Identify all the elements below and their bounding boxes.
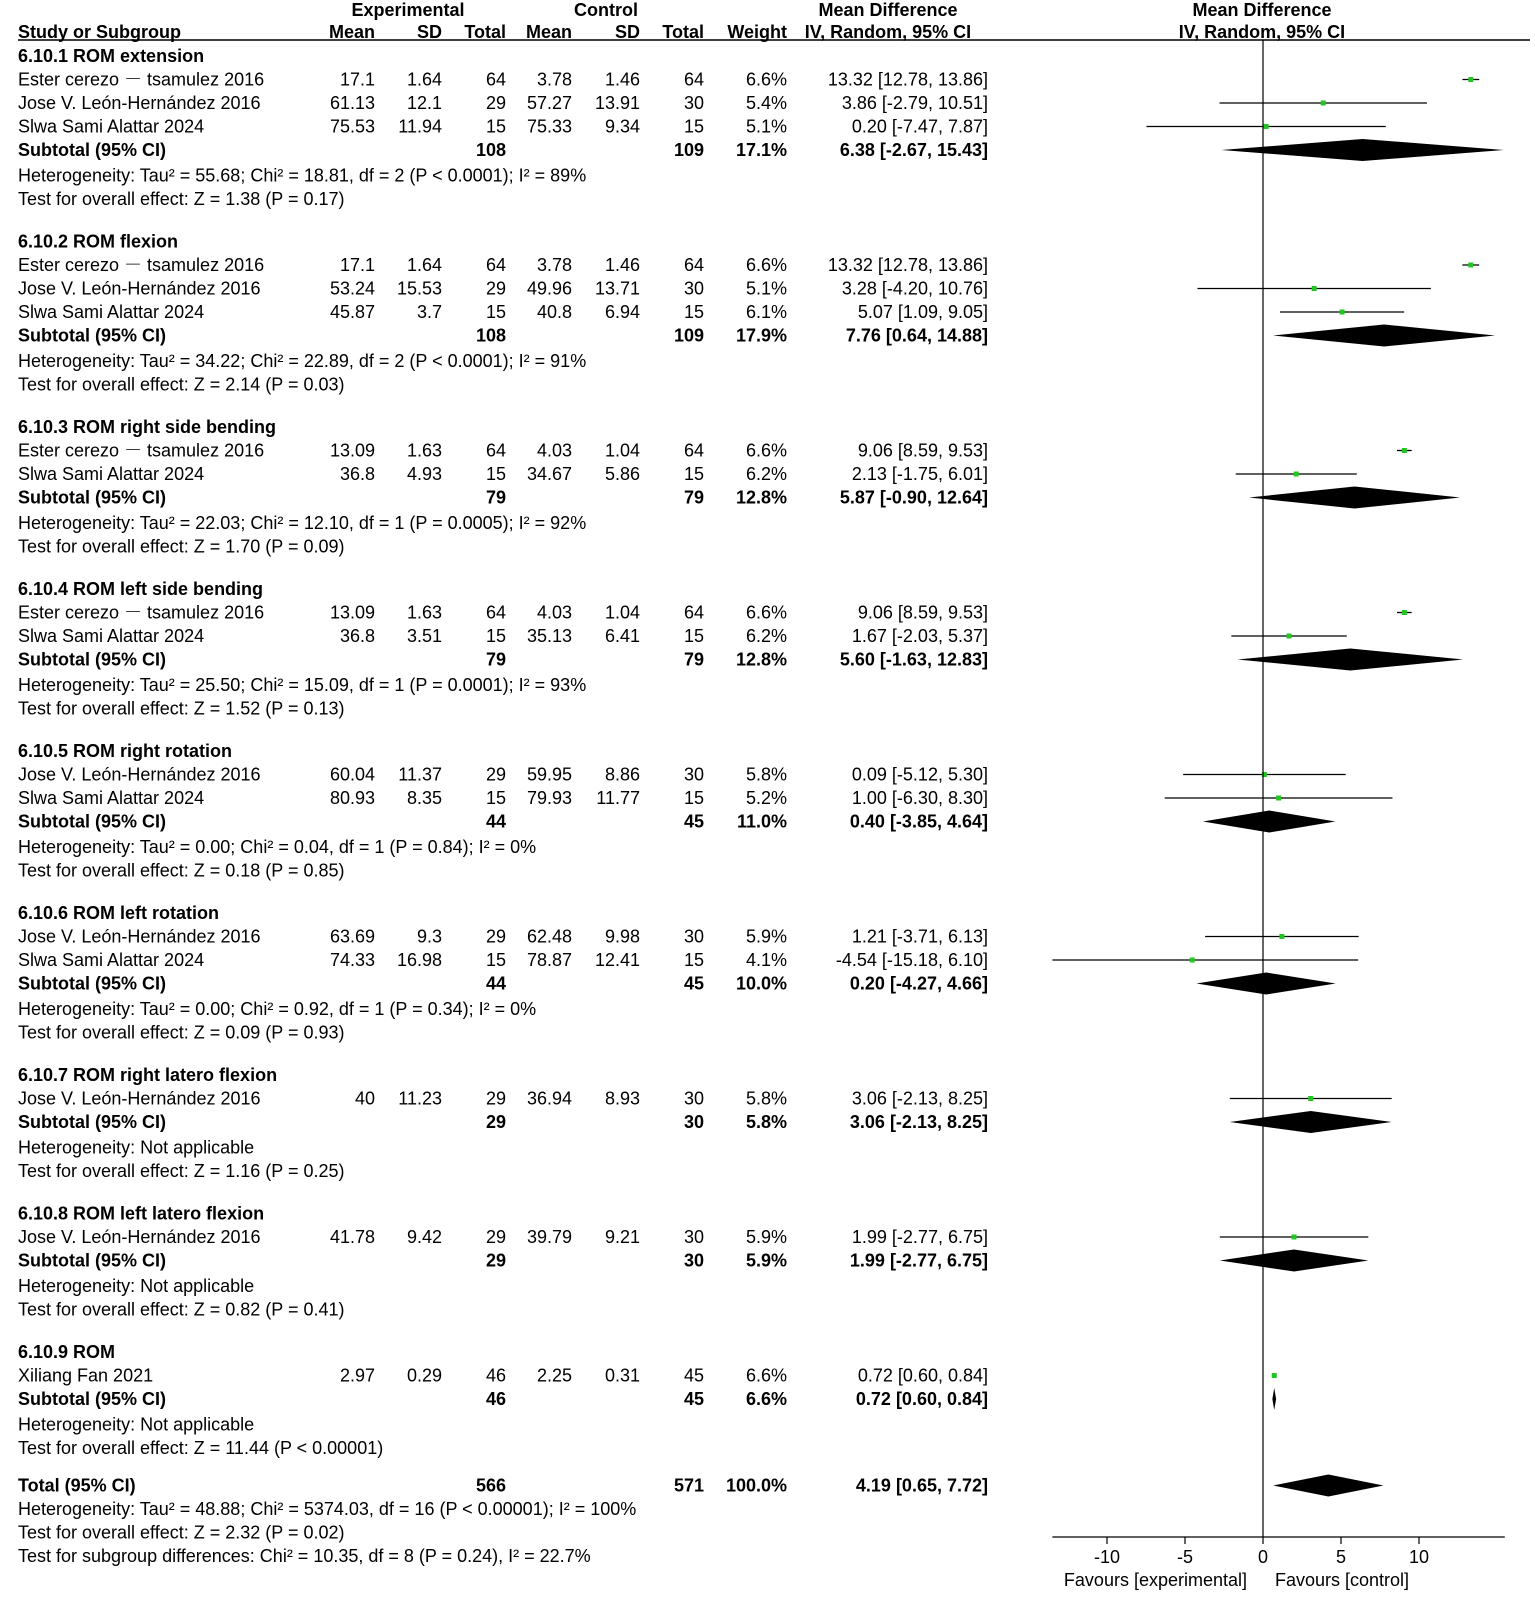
study-point: [1321, 101, 1326, 106]
header-e-sd: SD: [416, 22, 442, 42]
subtotal-diamond: [1221, 139, 1503, 161]
study-c-sd: 12.41: [594, 950, 640, 970]
subtotal-e-total: 44: [485, 811, 506, 832]
subtotal-c-total: 109: [673, 325, 704, 346]
overall-effect-text: Test for overall effect: Z = 1.70 (P = 0.09): [18, 536, 345, 557]
study-e-mean: 2.97: [339, 1365, 375, 1386]
heterogeneity-text: Heterogeneity: Tau² = 0.00; Chi² = 0.92, df = 1 (P = 0.34); I² = 0%: [18, 999, 537, 1019]
subtotal-e-total: 46: [485, 1389, 506, 1409]
study-c-total: 45: [683, 1365, 704, 1386]
subtotal-weight: 6.6%: [745, 1389, 787, 1409]
subtotal-e-total: 108: [475, 325, 506, 346]
subgroup-title: 6.10.3 ROM right side bending: [18, 417, 277, 437]
study-e-mean: 80.93: [329, 788, 375, 808]
study-c-total: 64: [683, 255, 704, 275]
study-c-mean: 36.94: [526, 1088, 572, 1109]
study-e-sd: 1.63: [406, 602, 442, 623]
study-e-sd: 1.63: [406, 440, 442, 461]
study-point: [1308, 1096, 1313, 1101]
x-tick-label: -5: [1176, 1547, 1194, 1567]
study-c-mean: 35.13: [526, 626, 572, 646]
study-name: Ester cerezo － tsamulez 2016: [18, 602, 265, 623]
subtotal-c-total: 109: [673, 140, 704, 160]
subgroup-title: 6.10.5 ROM right rotation: [18, 741, 233, 761]
study-point: [1468, 263, 1473, 268]
study-point: [1294, 472, 1299, 477]
subtotal-c-total: 30: [683, 1112, 704, 1132]
study-ci: 9.06 [8.59, 9.53]: [857, 602, 988, 623]
study-point: [1312, 286, 1317, 291]
study-e-mean: 74.33: [329, 950, 375, 970]
subgroup-title: 6.10.1 ROM extension: [18, 46, 205, 66]
study-c-sd: 13.71: [594, 278, 640, 299]
study-name: Jose V. León-Hernández 2016: [18, 278, 261, 299]
overall-effect-text: Test for overall effect: Z = 2.14 (P = 0.03): [18, 374, 345, 395]
subtotal-diamond: [1238, 649, 1464, 671]
overall-effect-text: Test for overall effect: Z = 0.09 (P = 0.93): [18, 1022, 345, 1043]
study-point: [1468, 77, 1473, 82]
study-c-total: 30: [683, 1088, 704, 1109]
study-ci: 1.99 [-2.77, 6.75]: [851, 1227, 988, 1247]
study-e-sd: 3.51: [406, 626, 442, 646]
study-ci: 9.06 [8.59, 9.53]: [857, 440, 988, 461]
study-weight: 6.2%: [745, 626, 787, 646]
study-e-sd: 15.53: [396, 278, 442, 299]
study-name: Jose V. León-Hernández 2016: [18, 1088, 261, 1109]
subtotal-diamond: [1203, 811, 1335, 833]
study-e-total: 15: [485, 626, 506, 646]
x-tick-label: 5: [1335, 1547, 1347, 1567]
study-weight: 6.6%: [745, 69, 787, 90]
study-ci: 13.32 [12.78, 13.86]: [827, 255, 988, 275]
subtotal-diamond: [1230, 1111, 1392, 1133]
study-c-sd: 9.98: [604, 926, 640, 947]
study-weight: 5.1%: [745, 278, 787, 299]
study-e-total: 46: [485, 1365, 506, 1386]
subtotal-weight: 10.0%: [735, 973, 787, 994]
heterogeneity-text: Heterogeneity: Not applicable: [18, 1137, 255, 1158]
study-c-mean: 39.79: [526, 1227, 572, 1247]
subtotal-label: Subtotal (95% CI): [18, 325, 167, 346]
overall-effect-text: Test for overall effect: Z = 11.44 (P < 0.00001): [18, 1438, 384, 1458]
subgroup-title: 6.10.4 ROM left side bending: [18, 579, 264, 599]
study-ci: 5.07 [1.09, 9.05]: [857, 302, 988, 322]
subtotal-label: Subtotal (95% CI): [18, 1389, 167, 1409]
study-e-mean: 53.24: [329, 278, 375, 299]
study-e-total: 29: [485, 1227, 506, 1247]
study-name: Slwa Sami Alattar 2024: [18, 950, 205, 970]
study-point: [1402, 448, 1407, 453]
subtotal-ci: 6.38 [-2.67, 15.43]: [839, 140, 988, 160]
header-plot-title: Mean Difference: [1192, 0, 1332, 20]
header-e-mean: Mean: [328, 22, 375, 42]
subtotal-diamond: [1249, 487, 1460, 509]
study-c-total: 30: [683, 93, 704, 113]
study-point: [1340, 310, 1345, 315]
heterogeneity-text: Heterogeneity: Tau² = 55.68; Chi² = 18.81, df = 2 (P < 0.0001); I² = 89%: [18, 165, 587, 186]
study-c-total: 30: [683, 926, 704, 947]
study-e-sd: 11.37: [398, 764, 442, 785]
study-ci: 3.86 [-2.79, 10.51]: [841, 93, 988, 113]
study-c-mean: 49.96: [526, 278, 572, 299]
study-c-sd: 1.04: [604, 602, 640, 623]
study-weight: 5.2%: [745, 788, 787, 808]
study-ci: 0.09 [-5.12, 5.30]: [851, 764, 988, 785]
study-name: Jose V. León-Hernández 2016: [18, 93, 261, 113]
study-e-sd: 8.35: [406, 788, 442, 808]
total-ci: 4.19 [0.65, 7.72]: [855, 1475, 988, 1496]
study-c-total: 15: [683, 302, 704, 322]
subtotal-weight: 17.1%: [735, 140, 787, 160]
study-c-total: 30: [683, 278, 704, 299]
study-e-total: 15: [485, 302, 506, 322]
study-e-total: 64: [485, 255, 506, 275]
study-e-sd: 3.7: [416, 302, 442, 322]
study-c-sd: 6.41: [604, 626, 640, 646]
study-c-sd: 1.04: [604, 440, 640, 461]
study-ci: 2.13 [-1.75, 6.01]: [851, 464, 988, 484]
subtotal-weight: 5.9%: [745, 1250, 787, 1271]
subgroup-title: 6.10.8 ROM left latero flexion: [18, 1203, 265, 1224]
study-e-total: 64: [485, 602, 506, 623]
study-e-sd: 11.94: [398, 116, 442, 137]
study-e-total: 29: [485, 93, 506, 113]
subtotal-c-total: 45: [683, 1389, 704, 1409]
study-c-mean: 3.78: [536, 255, 572, 275]
subtotal-ci: 5.87 [-0.90, 12.64]: [839, 487, 988, 508]
subtotal-e-total: 44: [485, 973, 506, 994]
study-weight: 5.8%: [745, 764, 787, 785]
study-e-mean: 36.8: [339, 626, 375, 646]
header-study-col: Study or Subgroup: [18, 22, 181, 42]
study-ci: 1.67 [-2.03, 5.37]: [851, 626, 988, 646]
header-experimental: Experimental: [351, 0, 465, 20]
study-e-mean: 40: [354, 1088, 375, 1109]
study-c-total: 30: [683, 1227, 704, 1247]
study-e-total: 29: [485, 1088, 506, 1109]
subtotal-diamond: [1272, 1388, 1276, 1410]
study-c-sd: 1.46: [604, 69, 640, 90]
subgroup-title: 6.10.9 ROM: [18, 1342, 116, 1362]
subgroup-differences: Test for subgroup differences: Chi² = 10.35, df = 8 (P = 0.24), I² = 22.7%: [18, 1546, 591, 1566]
study-name: Jose V. León-Hernández 2016: [18, 926, 261, 947]
study-weight: 5.4%: [745, 93, 787, 113]
subtotal-diamond: [1220, 1250, 1369, 1272]
favours-left-label: Favours [experimental]: [1063, 1570, 1247, 1590]
subtotal-e-total: 108: [475, 140, 506, 160]
study-ci: 1.21 [-3.71, 6.13]: [851, 926, 988, 947]
study-e-total: 15: [485, 464, 506, 484]
study-e-mean: 36.8: [339, 464, 375, 484]
study-c-total: 15: [683, 464, 704, 484]
study-ci: 3.28 [-4.20, 10.76]: [841, 278, 988, 299]
study-name: Slwa Sami Alattar 2024: [18, 116, 205, 137]
study-name: Jose V. León-Hernández 2016: [18, 764, 261, 785]
study-e-sd: 1.64: [406, 69, 442, 90]
study-c-mean: 57.27: [526, 93, 572, 113]
subtotal-ci: 0.72 [0.60, 0.84]: [855, 1389, 988, 1409]
subtotal-e-total: 29: [485, 1250, 506, 1271]
overall-effect-text: Test for overall effect: Z = 0.18 (P = 0.85): [18, 860, 345, 881]
heterogeneity-text: Heterogeneity: Tau² = 25.50; Chi² = 15.09, df = 1 (P = 0.0001); I² = 93%: [18, 675, 587, 695]
heterogeneity-text: Heterogeneity: Tau² = 22.03; Chi² = 12.10, df = 1 (P = 0.0005); I² = 92%: [18, 513, 587, 533]
x-tick-label: 10: [1408, 1547, 1430, 1567]
study-c-total: 15: [683, 950, 704, 970]
study-e-sd: 11.23: [398, 1088, 442, 1109]
header-e-total: Total: [464, 22, 506, 42]
study-e-sd: 4.93: [406, 464, 442, 484]
study-c-sd: 11.77: [596, 788, 640, 808]
total-c-total: 571: [673, 1475, 704, 1496]
total-overall-effect: Test for overall effect: Z = 2.32 (P = 0.02): [18, 1522, 345, 1543]
header-c-mean: Mean: [525, 22, 572, 42]
heterogeneity-text: Heterogeneity: Tau² = 0.00; Chi² = 0.04, df = 1 (P = 0.84); I² = 0%: [18, 837, 537, 857]
study-name: Slwa Sami Alattar 2024: [18, 626, 205, 646]
subtotal-c-total: 30: [683, 1250, 704, 1271]
study-ci: -4.54 [-15.18, 6.10]: [835, 950, 988, 970]
study-c-mean: 3.78: [536, 69, 572, 90]
study-c-sd: 6.94: [604, 302, 640, 322]
header-plot-method: IV, Random, 95% CI: [1178, 22, 1346, 42]
study-point: [1279, 934, 1284, 939]
study-ci: 3.06 [-2.13, 8.25]: [851, 1088, 988, 1109]
study-c-sd: 13.91: [594, 93, 640, 113]
study-c-sd: 0.31: [604, 1365, 640, 1386]
subtotal-ci: 0.40 [-3.85, 4.64]: [849, 811, 988, 832]
study-c-total: 64: [683, 440, 704, 461]
subtotal-c-total: 45: [683, 973, 704, 994]
study-c-sd: 5.86: [604, 464, 640, 484]
study-e-mean: 13.09: [329, 602, 375, 623]
total-diamond: [1273, 1475, 1383, 1497]
study-weight: 5.1%: [745, 116, 787, 137]
study-e-mean: 61.13: [329, 93, 375, 113]
study-c-sd: 9.21: [604, 1227, 640, 1247]
header-control: Control: [574, 0, 638, 20]
subtotal-weight: 12.8%: [735, 649, 787, 670]
study-c-mean: 62.48: [526, 926, 572, 947]
study-name: Ester cerezo － tsamulez 2016: [18, 440, 265, 461]
study-point: [1292, 1235, 1297, 1240]
study-point: [1190, 958, 1195, 963]
subtotal-ci: 1.99 [-2.77, 6.75]: [849, 1250, 988, 1271]
subtotal-ci: 7.76 [0.64, 14.88]: [845, 325, 988, 346]
study-c-sd: 8.93: [604, 1088, 640, 1109]
study-e-total: 29: [485, 278, 506, 299]
study-e-sd: 0.29: [406, 1365, 442, 1386]
study-point: [1272, 1373, 1277, 1378]
study-weight: 6.2%: [745, 464, 787, 484]
study-c-total: 64: [683, 602, 704, 623]
header-c-total: Total: [662, 22, 704, 42]
study-point: [1402, 610, 1407, 615]
study-e-mean: 60.04: [329, 764, 375, 785]
study-name: Ester cerezo － tsamulez 2016: [18, 255, 265, 275]
study-e-total: 15: [485, 788, 506, 808]
heterogeneity-text: Heterogeneity: Not applicable: [18, 1414, 255, 1435]
study-name: Ester cerezo － tsamulez 2016: [18, 69, 265, 90]
study-c-mean: 4.03: [536, 440, 572, 461]
study-e-sd: 9.42: [406, 1227, 442, 1247]
study-c-sd: 8.86: [604, 764, 640, 785]
study-e-sd: 16.98: [396, 950, 442, 970]
study-ci: 0.20 [-7.47, 7.87]: [851, 116, 988, 137]
study-c-mean: 34.67: [526, 464, 572, 484]
study-c-total: 15: [683, 788, 704, 808]
subtotal-e-total: 79: [485, 649, 506, 670]
study-point: [1287, 634, 1292, 639]
study-c-total: 30: [683, 764, 704, 785]
study-weight: 6.6%: [745, 440, 787, 461]
study-weight: 6.1%: [745, 302, 787, 322]
subtotal-weight: 11.0%: [736, 811, 787, 832]
header-weight: Weight: [727, 22, 787, 42]
subtotal-ci: 0.20 [-4.27, 4.66]: [849, 973, 988, 994]
header-md-title: Mean Difference: [818, 0, 958, 20]
study-e-mean: 63.69: [329, 926, 375, 947]
subtotal-c-total: 45: [683, 811, 704, 832]
study-c-mean: 2.25: [536, 1365, 572, 1386]
heterogeneity-text: Heterogeneity: Not applicable: [18, 1276, 255, 1296]
study-e-mean: 41.78: [329, 1227, 375, 1247]
study-e-sd: 12.1: [406, 93, 442, 113]
subtotal-label: Subtotal (95% CI): [18, 649, 167, 670]
study-weight: 6.6%: [745, 1365, 787, 1386]
subtotal-ci: 5.60 [-1.63, 12.83]: [839, 649, 988, 670]
study-e-mean: 17.1: [339, 255, 375, 275]
forest-rows: [18, 46, 988, 1566]
subtotal-label: Subtotal (95% CI): [18, 487, 167, 508]
study-ci: 1.00 [-6.30, 8.30]: [851, 788, 988, 808]
study-weight: 5.9%: [745, 926, 787, 947]
study-e-total: 64: [485, 440, 506, 461]
subtotal-label: Subtotal (95% CI): [18, 811, 167, 832]
total-weight: 100.0%: [725, 1475, 787, 1496]
study-point: [1264, 124, 1269, 129]
study-c-mean: 75.33: [526, 116, 572, 137]
study-name: Slwa Sami Alattar 2024: [18, 464, 205, 484]
study-ci: 0.72 [0.60, 0.84]: [857, 1365, 988, 1386]
study-weight: 6.6%: [745, 255, 787, 275]
study-weight: 5.8%: [745, 1088, 787, 1109]
study-e-mean: 75.53: [329, 116, 375, 137]
study-e-mean: 13.09: [329, 440, 375, 461]
subgroup-title: 6.10.7 ROM right latero flexion: [18, 1065, 278, 1085]
subgroup-title: 6.10.2 ROM flexion: [18, 231, 179, 252]
overall-effect-text: Test for overall effect: Z = 1.38 (P = 0.17): [18, 189, 345, 209]
study-e-total: 15: [485, 116, 506, 137]
study-name: Slwa Sami Alattar 2024: [18, 788, 205, 808]
subtotal-e-total: 29: [485, 1112, 506, 1132]
subtotal-c-total: 79: [683, 487, 704, 508]
x-tick-label: 0: [1257, 1547, 1269, 1567]
subtotal-ci: 3.06 [-2.13, 8.25]: [849, 1112, 988, 1132]
subtotal-diamond: [1196, 973, 1335, 995]
subtotal-c-total: 79: [683, 649, 704, 670]
subgroup-title: 6.10.6 ROM left rotation: [18, 903, 220, 923]
subtotal-weight: 12.8%: [735, 487, 787, 508]
study-e-sd: 9.3: [416, 926, 442, 947]
x-tick-label: -10: [1093, 1547, 1121, 1567]
header-c-sd: SD: [614, 22, 640, 42]
overall-effect-text: Test for overall effect: Z = 1.52 (P = 0.13): [18, 698, 345, 719]
overall-effect-text: Test for overall effect: Z = 0.82 (P = 0.41): [18, 1299, 345, 1320]
study-e-total: 29: [485, 764, 506, 785]
total-e-total: 566: [475, 1475, 506, 1496]
study-e-mean: 45.87: [329, 302, 375, 322]
study-c-total: 15: [683, 116, 704, 137]
subtotal-label: Subtotal (95% CI): [18, 140, 167, 160]
study-c-mean: 4.03: [536, 602, 572, 623]
overall-effect-text: Test for overall effect: Z = 1.16 (P = 0.25): [18, 1161, 345, 1181]
total-label: Total (95% CI): [18, 1475, 136, 1496]
study-c-total: 64: [683, 69, 704, 90]
study-weight: 4.1%: [745, 950, 787, 970]
study-c-mean: 79.93: [526, 788, 572, 808]
study-weight: 6.6%: [745, 602, 787, 623]
study-c-sd: 9.34: [604, 116, 640, 137]
header-md-method: IV, Random, 95% CI: [804, 22, 972, 42]
study-c-sd: 1.46: [604, 255, 640, 275]
study-c-total: 15: [683, 626, 704, 646]
study-point: [1276, 796, 1281, 801]
study-e-mean: 17.1: [339, 69, 375, 90]
subtotal-label: Subtotal (95% CI): [18, 1112, 167, 1132]
subtotal-label: Subtotal (95% CI): [18, 973, 167, 994]
subtotal-diamond: [1273, 325, 1495, 347]
study-e-total: 15: [485, 950, 506, 970]
study-c-mean: 78.87: [526, 950, 572, 970]
study-ci: 13.32 [12.78, 13.86]: [827, 69, 988, 90]
study-name: Xiliang Fan 2021: [18, 1365, 154, 1386]
study-name: Slwa Sami Alattar 2024: [18, 302, 205, 322]
subtotal-e-total: 79: [485, 487, 506, 508]
study-c-mean: 40.8: [536, 302, 572, 322]
study-name: Jose V. León-Hernández 2016: [18, 1227, 261, 1247]
subtotal-weight: 5.8%: [745, 1112, 787, 1132]
study-e-total: 64: [485, 69, 506, 90]
subtotal-label: Subtotal (95% CI): [18, 1250, 167, 1271]
study-c-mean: 59.95: [526, 764, 572, 785]
study-weight: 5.9%: [745, 1227, 787, 1247]
study-e-total: 29: [485, 926, 506, 947]
heterogeneity-text: Heterogeneity: Tau² = 34.22; Chi² = 22.89, df = 2 (P < 0.0001); I² = 91%: [18, 351, 587, 371]
study-e-sd: 1.64: [406, 255, 442, 275]
forest-plot-area: [1052, 40, 1504, 1590]
subtotal-weight: 17.9%: [735, 325, 787, 346]
favours-right-label: Favours [control]: [1275, 1570, 1410, 1590]
total-heterogeneity: Heterogeneity: Tau² = 48.88; Chi² = 5374.03, df = 16 (P < 0.00001); I² = 100%: [18, 1499, 637, 1519]
